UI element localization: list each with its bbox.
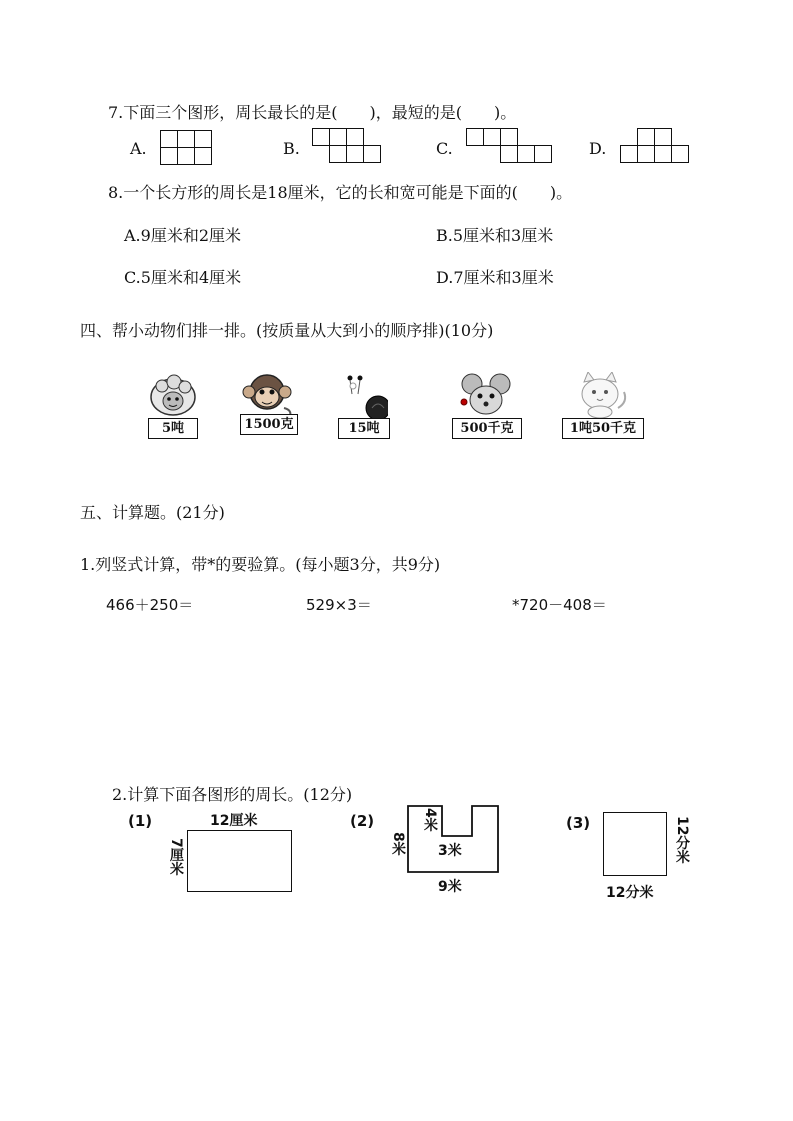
figure-2-left-label: 8米 xyxy=(390,832,406,856)
q7-option-c-label: C. xyxy=(436,139,453,158)
calc-item-3: *720－408＝ xyxy=(512,596,607,614)
figure-1-top-label: 12厘米 xyxy=(210,813,258,829)
grid-cell xyxy=(312,128,330,146)
grid-cell xyxy=(194,147,212,165)
grid-cell xyxy=(346,128,364,146)
q7-option-a-label: A. xyxy=(130,139,147,158)
grid-cell xyxy=(329,128,347,146)
snail-icon xyxy=(338,374,388,420)
grid-cell xyxy=(363,145,381,163)
figure-2-number: (2) xyxy=(350,812,375,830)
grid-cell xyxy=(160,147,178,165)
grid-cell xyxy=(483,128,501,146)
calc-item-2: 529×3＝ xyxy=(306,596,372,614)
grid-cell xyxy=(654,145,672,163)
mouse-weight-tag: 500千克 xyxy=(452,418,522,439)
grid-cell xyxy=(194,130,212,148)
calc-item-1: 466＋250＝ xyxy=(106,596,194,614)
grid-cell xyxy=(671,145,689,163)
q8-option-d: D.7厘米和3厘米 xyxy=(436,268,554,287)
grid-cell xyxy=(177,130,195,148)
q7-option-d-label: D. xyxy=(589,139,607,158)
figure-3-right-label: 12分米 xyxy=(674,816,690,864)
sheep-weight-tag: 5吨 xyxy=(148,418,198,439)
sheep-icon xyxy=(148,372,198,418)
grid-cell xyxy=(534,145,552,163)
grid-cell xyxy=(620,145,638,163)
figure-3-number: (3) xyxy=(566,814,591,832)
section4-title: 四、帮小动物们排一排。(按质量从大到小的顺序排)(10分) xyxy=(80,321,494,340)
figure-1-number: (1) xyxy=(128,812,153,830)
snail-weight-tag: 15吨 xyxy=(338,418,390,439)
figure-2-notch-depth-label: 4米 xyxy=(422,808,438,832)
figure-3-bottom-label: 12分米 xyxy=(606,885,654,901)
grid-cell xyxy=(500,145,518,163)
monkey-icon xyxy=(240,372,294,416)
section5-part1-title: 1.列竖式计算，带*的要验算。(每小题3分，共9分) xyxy=(80,555,441,574)
grid-cell xyxy=(329,145,347,163)
q7-option-b-label: B. xyxy=(283,139,300,158)
figure-1-rectangle xyxy=(187,830,292,892)
q8-text: 8.一个长方形的周长是18厘米，它的长和宽可能是下面的( )。 xyxy=(108,183,573,202)
mouse-icon xyxy=(456,372,516,418)
section5-title: 五、计算题。(21分) xyxy=(80,503,225,522)
monkey-weight-tag: 1500克 xyxy=(240,414,298,435)
grid-cell xyxy=(177,147,195,165)
figure-2-notch-width-label: 3米 xyxy=(438,843,462,859)
grid-cell xyxy=(637,128,655,146)
q8-option-b: B.5厘米和3厘米 xyxy=(436,226,554,245)
q8-option-a: A.9厘米和2厘米 xyxy=(124,226,242,245)
figure-2-bottom-label: 9米 xyxy=(438,879,462,895)
grid-cell xyxy=(466,128,484,146)
figure-3-square xyxy=(603,812,667,876)
grid-cell xyxy=(500,128,518,146)
cat-icon xyxy=(570,372,630,418)
figure-1-left-label: 7厘米 xyxy=(168,838,184,876)
grid-cell xyxy=(160,130,178,148)
q8-option-c: C.5厘米和4厘米 xyxy=(124,268,242,287)
grid-cell xyxy=(517,145,535,163)
grid-cell xyxy=(654,128,672,146)
grid-cell xyxy=(637,145,655,163)
grid-cell xyxy=(346,145,364,163)
q7-text: 7.下面三个图形，周长最长的是( )，最短的是( )。 xyxy=(108,103,517,122)
cat-weight-tag: 1吨50千克 xyxy=(562,418,644,439)
section5-part2-title: 2.计算下面各图形的周长。(12分) xyxy=(112,785,353,804)
